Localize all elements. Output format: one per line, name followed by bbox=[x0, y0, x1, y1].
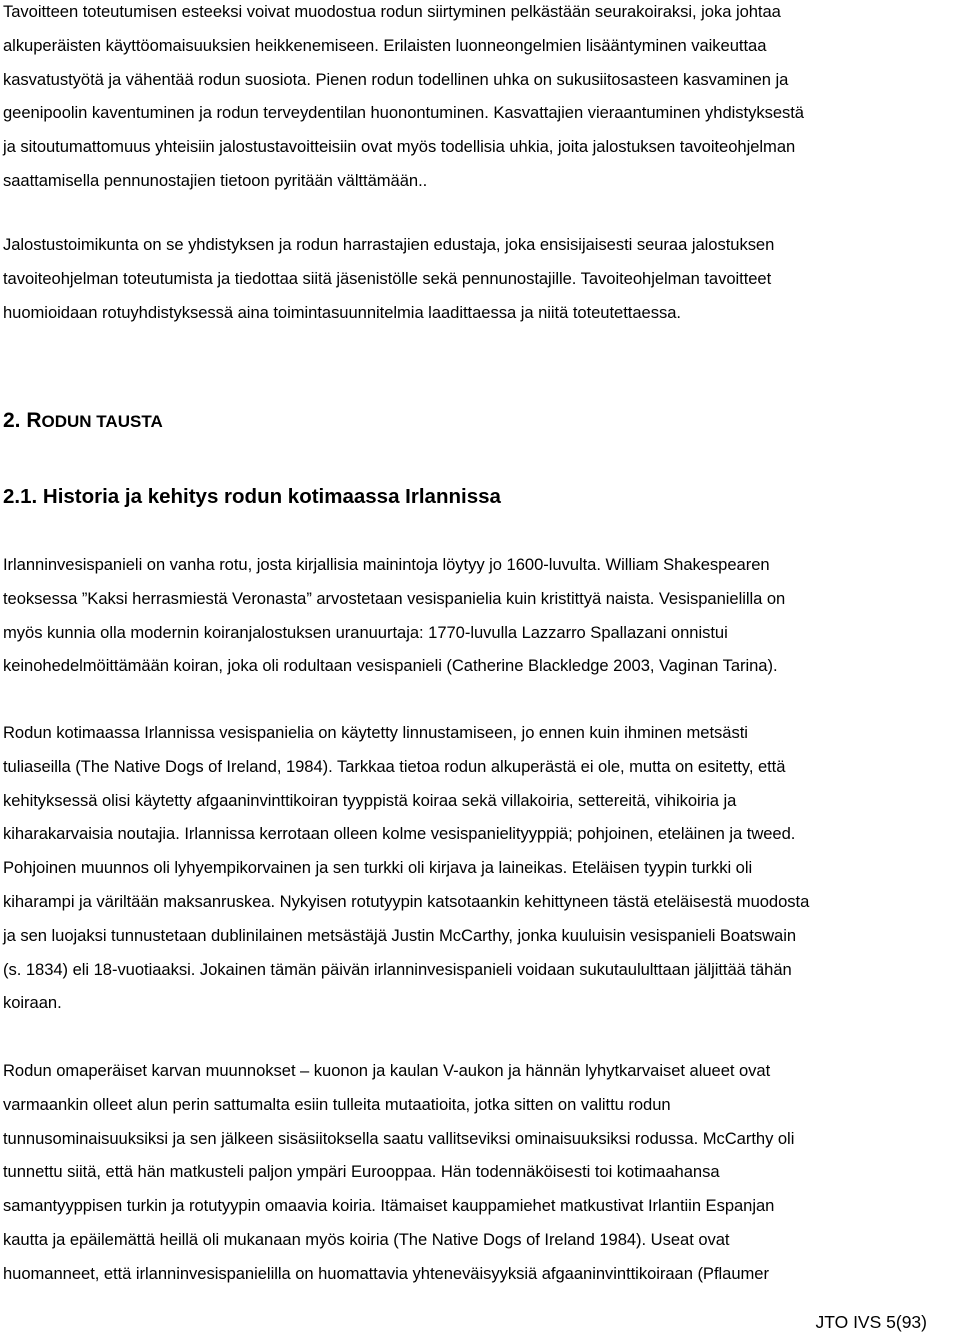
text-line: Rodun omaperäiset karvan muunnokset – kuonon ja kaulan V-aukon ja hännän lyhytkarvaiset alueet ovat bbox=[3, 1061, 771, 1080]
page-footer: JTO IVS 5(93) bbox=[815, 1312, 927, 1332]
text-line: tunnettu siitä, että hän matkusteli paljon ympäri Eurooppaa. Hän todennäköisesti toi kotimaahansa bbox=[3, 1162, 720, 1182]
text-line: kiharampi ja väriltään maksanruskea. Nykyisen rotutyypin katsotaankin kehittyneen tästä eteläisestä muodosta bbox=[3, 891, 810, 911]
subsection-heading: 2.1. Historia ja kehitys rodun kotimaassa Irlannissa bbox=[3, 485, 501, 508]
section-heading bbox=[3, 409, 163, 433]
text-line: kiharakarvaisia noutajia. Irlannissa kerrotaan olleen kolme vesispanielityyppiä; pohjoinen, eteläinen ja tweed. bbox=[3, 824, 796, 844]
text-line: myös kunnia olla modernin koiranjalostuksen uranuurtaja: 1770-luvulla Lazzarro Spallazani onnistui bbox=[3, 622, 728, 642]
section-title-rest: ODUN TAUSTA bbox=[41, 412, 163, 431]
text-line: koiraan. bbox=[3, 993, 62, 1013]
text-line: Jalostustoimikunta on se yhdistyksen ja rodun harrastajien edustaja, joka ensisijaisesti seuraa jalostuksen bbox=[3, 235, 775, 254]
text-line: ja sitoutumattomuus yhteisiin jalostustavoitteisiin ovat myös todellisia uhkia, joita jalostuksen tavoiteohjelman bbox=[3, 137, 796, 157]
paragraph-committee bbox=[3, 228, 774, 329]
text-line: kasvatustyötä ja vähentää rodun suosiota. Pienen rodun todellinen uhka on sukusiitosasteen kasvaminen ja bbox=[3, 69, 789, 89]
text-line: Rodun kotimaassa Irlannissa vesispanielia on käytetty linnustamiseen, jo ennen kuin ihminen metsästi bbox=[3, 723, 748, 742]
text-line: alkuperäisten käyttöomaisuuksien heikkenemiseen. Erilaisten luonneongelmien lisääntyminen vaikeuttaa bbox=[3, 35, 767, 55]
paragraph-intro bbox=[3, 0, 804, 198]
text-line: huomioidaan rotuyhdistyksessä aina toimintasuunnitelmia laadittaessa ja niitä toteutettaessa. bbox=[3, 302, 681, 322]
text-line: saattamisella pennunostajien tietoon pyritään välttämään.. bbox=[3, 170, 428, 190]
paragraph-history bbox=[3, 548, 785, 683]
text-line: kautta ja epäilemättä heillä oli mukanaan myös koiria (The Native Dogs of Ireland 1984). Useat ovat bbox=[3, 1229, 730, 1249]
text-line: tavoiteohjelman toteutumista ja tiedottaa siitä jäsenistölle sekä pennunostajille. Tavoiteohjelman tavoitteet bbox=[3, 268, 772, 288]
text-line: Pohjoinen muunnos oli lyhyempikorvainen ja sen turkki oli kirjava ja laineikas. Eteläisen tyypin turkki oli bbox=[3, 858, 753, 878]
paragraph-homeland bbox=[3, 716, 809, 1020]
section-initial: R bbox=[26, 409, 42, 432]
text-line: Irlanninvesispanieli on vanha rotu, josta kirjallisia mainintoja löytyy jo 1600-luvulta. William Shakespearen bbox=[3, 555, 770, 574]
section-number: 2. bbox=[3, 409, 21, 432]
text-line: (s. 1834) eli 18-vuotiaaksi. Jokainen tämän päivän irlanninvesispanieli voidaan sukutaululttaan jäljittää tähän bbox=[3, 959, 792, 979]
text-line: Tavoitteen toteutumisen esteeksi voivat muodostua rodun siirtyminen pelkästään seurakoiraksi, joka johtaa bbox=[3, 2, 781, 21]
text-line: teoksessa ”Kaksi herrasmiestä Veronasta” arvostetaan vesispanielia kuin kristittyä naista. Vesispanielilla on bbox=[3, 588, 786, 608]
text-line: tuliaseilla (The Native Dogs of Ireland, 1984). Tarkkaa tietoa rodun alkuperästä ei ole, mutta on esitetty, että bbox=[3, 756, 786, 776]
text-line: samantyyppisen turkin ja rotutyypin omaavia koiria. Itämaiset kauppamiehet matkustivat Irlantiin Espanjan bbox=[3, 1196, 775, 1216]
text-line: keinohedelmöittämään koiran, joka oli rodultaan vesispanieli (Catherine Blackledge 2003, Vaginan Tarina). bbox=[3, 656, 778, 676]
paragraph-coat bbox=[3, 1054, 794, 1291]
text-line: varmaankin olleet alun perin sattumalta esiin tulleita mutaatioita, jotka sitten on valittu rodun bbox=[3, 1094, 671, 1114]
text-line: ja sen luojaksi tunnustetaan dublinilainen metsästäjä Justin McCarthy, jonka kuuluisin vesispanieli Boatswain bbox=[3, 925, 797, 945]
text-line: geenipoolin kaventuminen ja rodun terveydentilan huonontuminen. Kasvattajien vieraantuminen yhdistyksestä bbox=[3, 103, 804, 123]
text-line: kehityksessä olisi käytetty afgaaninvinttikoiran tyyppistä koiraa sekä villakoiria, settereitä, vihikoiria ja bbox=[3, 790, 737, 810]
text-line: tunnusominaisuuksiksi ja sen jälkeen sisäsiitoksella saatu vallitseviksi ominaisuuksiksi rodussa. McCarthy oli bbox=[3, 1128, 795, 1148]
text-line: huomanneet, että irlanninvesispanielilla on huomattavia yhteneväisyyksiä afgaaninvinttikoiraan (Pflaumer bbox=[3, 1263, 769, 1283]
